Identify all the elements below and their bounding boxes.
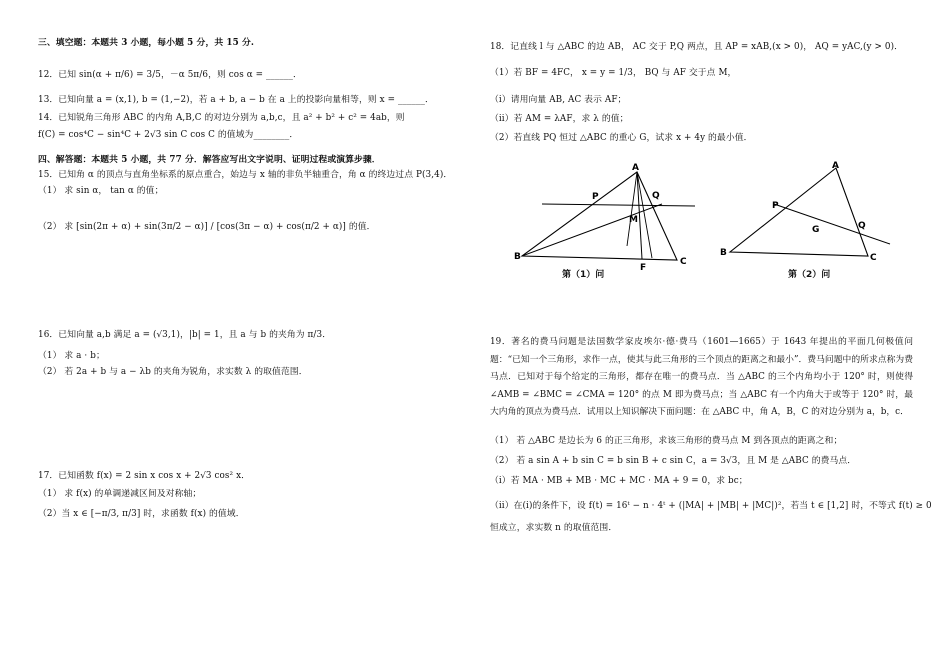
fig1-label-f: F bbox=[640, 263, 647, 273]
fig1-label-b: B bbox=[514, 252, 521, 262]
question-17-part-2: （2）当 x ∈ [−π/3, π/3] 时，求函数 f(x) 的值域． bbox=[38, 509, 245, 519]
fig1-line-l bbox=[542, 204, 695, 206]
question-13: 13．已知向量 a = (x,1), b = (1,−2)，若 a + b, a − b 在 a 上的投影向量相等，则 x = ______． bbox=[38, 95, 434, 105]
question-15-line-1: 15．已知角 α 的顶点与直角坐标系的原点重合，始边与 x 轴的非负半轴重合，角 α 的终边过点 P(3,4)． bbox=[38, 170, 453, 180]
fig1-label-c: C bbox=[680, 257, 687, 267]
question-19-part-2: （2） 若 a sin A + b sin C = b sin B + c sin C，a = 3√3，且 M 是 △ABC 的费马点． bbox=[490, 456, 857, 466]
fig1-label-p: P bbox=[592, 192, 599, 202]
question-12: 12．已知 sin(α + π/6) = 3/5，－α 5π/6，则 cos α = ______． bbox=[38, 70, 302, 80]
question-18-sub-ii: （ii）若 AM = λAF，求 λ 的值； bbox=[490, 114, 629, 124]
fig2-line-pq bbox=[774, 204, 890, 244]
question-19-sub-i: （i）若 MA · MB + MB · MC + MC · MA + 9 = 0，求 bc； bbox=[490, 476, 748, 486]
question-17-part-1: （1） 求 f(x) 的单调递减区间及对称轴； bbox=[38, 489, 202, 499]
fig1-label-m: M bbox=[629, 215, 638, 225]
question-16-part-2: （2） 若 2a + b 与 a − λb 的夹角为锐角，求实数 λ 的取值范围． bbox=[38, 367, 308, 377]
fig2-label-c: C bbox=[870, 253, 877, 263]
question-18-part-2: （2）若直线 PQ 恒过 △ABC 的重心 G，试求 x + 4y 的最小值． bbox=[490, 133, 753, 143]
question-18-line-1: 18．记直线 l 与 △ABC 的边 AB， AC 交于 P,Q 两点，且 AP = xAB,(x > 0)， AQ = yAC,(y > 0)． bbox=[490, 42, 903, 52]
section-4-heading: 四、解答题：本题共 5 小题，共 77 分．解答应写出文字说明、证明过程或演算步骤． bbox=[38, 155, 381, 165]
fig2-label-g: G bbox=[812, 225, 820, 235]
question-15-part-2: （2） 求 [sin(2π + α) + sin(3π/2 − α)] / [cos(3π − α) + cos(π/2 + α)] 的值． bbox=[38, 222, 376, 232]
section-3-heading: 三、填空题：本题共 3 小题，每小题 5 分，共 15 分. bbox=[38, 38, 255, 48]
question-17-line-1: 17．已知函数 f(x) = 2 sin x cos x + 2√3 cos² x． bbox=[38, 471, 251, 481]
fig2-label-p: P bbox=[772, 201, 779, 211]
fig2-label-b: B bbox=[720, 248, 727, 258]
figure-1-svg bbox=[512, 160, 702, 285]
question-18-sub-i: （i）请用向量 AB, AC 表示 AF； bbox=[490, 95, 627, 105]
figure-2-caption: 第（2）问 bbox=[788, 270, 831, 280]
question-16-line-1: 16．已知向量 a,b 满足 a = (√3,1)，|b| = 1，且 a 与 b 的夹角为 π/3． bbox=[38, 330, 332, 340]
figure-1-caption: 第（1）问 bbox=[562, 270, 605, 280]
fig1-label-q: Q bbox=[652, 191, 660, 201]
question-19-sub-ii-end: 恒成立，求实数 n 的取值范围． bbox=[490, 523, 618, 533]
question-16-part-1: （1） 求 a · b； bbox=[38, 351, 105, 361]
question-18-part-1: （1）若 BF = 4FC， x = y = 1/3， BQ 与 AF 交于点 M， bbox=[490, 68, 737, 78]
question-19-part-1: （1） 若 △ABC 是边长为 6 的正三角形，求该三角形的费马点 M 到各顶点的距离之和； bbox=[490, 436, 843, 446]
fig1-line-ap bbox=[627, 172, 637, 246]
fig2-label-q: Q bbox=[858, 221, 866, 231]
fig1-triangle-abc bbox=[522, 172, 677, 260]
figure-part-1 bbox=[512, 160, 702, 285]
question-19-sub-ii: （ii）在(i)的条件下，设 f(t) = 16ᵗ − n · 4ᵗ + (|MA| + |MB| + |MC|)²，若当 t ∈ [1,2] 时，不等式 f(t) ≥ 0 bbox=[490, 501, 932, 511]
question-15-part-1: （1） 求 sin α， tan α 的值； bbox=[38, 186, 164, 196]
question-14-line-1: 14．已知锐角三角形 ABC 的内角 A,B,C 的对边分别为 a,b,c，且 a² + b² + c² = 4ab，则 bbox=[38, 113, 405, 123]
fig2-triangle-abc bbox=[730, 168, 868, 256]
fig1-label-a: A bbox=[632, 163, 639, 173]
question-19-intro: 19．著名的费马问题是法国数学家皮埃尔·德·费马（1601—1665）于 1643 年提出的平面几何极值问题：“已知一个三角形，求作一点，使其与此三角形的三个顶点的距离之和最小”．费马问题中的所求点称为费马点．已知对于每个给定的三角形，都存在唯一的费马点．当 △ABC 的三个内角均小于 120° 时，则使得 ∠AMB = ∠BMC = ∠CMA = 120° 的点 M 即为费马点；当 △ABC 有一个内角大于或等于 120° 时，最大内角的顶点为费马点．试用以上知识解决下面问题：在 △ABC 中，角 A，B，C 的对边分别为 a，b，c． bbox=[490, 337, 913, 417]
question-14-line-2: f(C) = cos⁴C − sin⁴C + 2√3 sin C cos C 的值域为________． bbox=[38, 130, 299, 140]
fig2-label-a: A bbox=[832, 161, 839, 171]
figure-part-2 bbox=[718, 160, 898, 285]
